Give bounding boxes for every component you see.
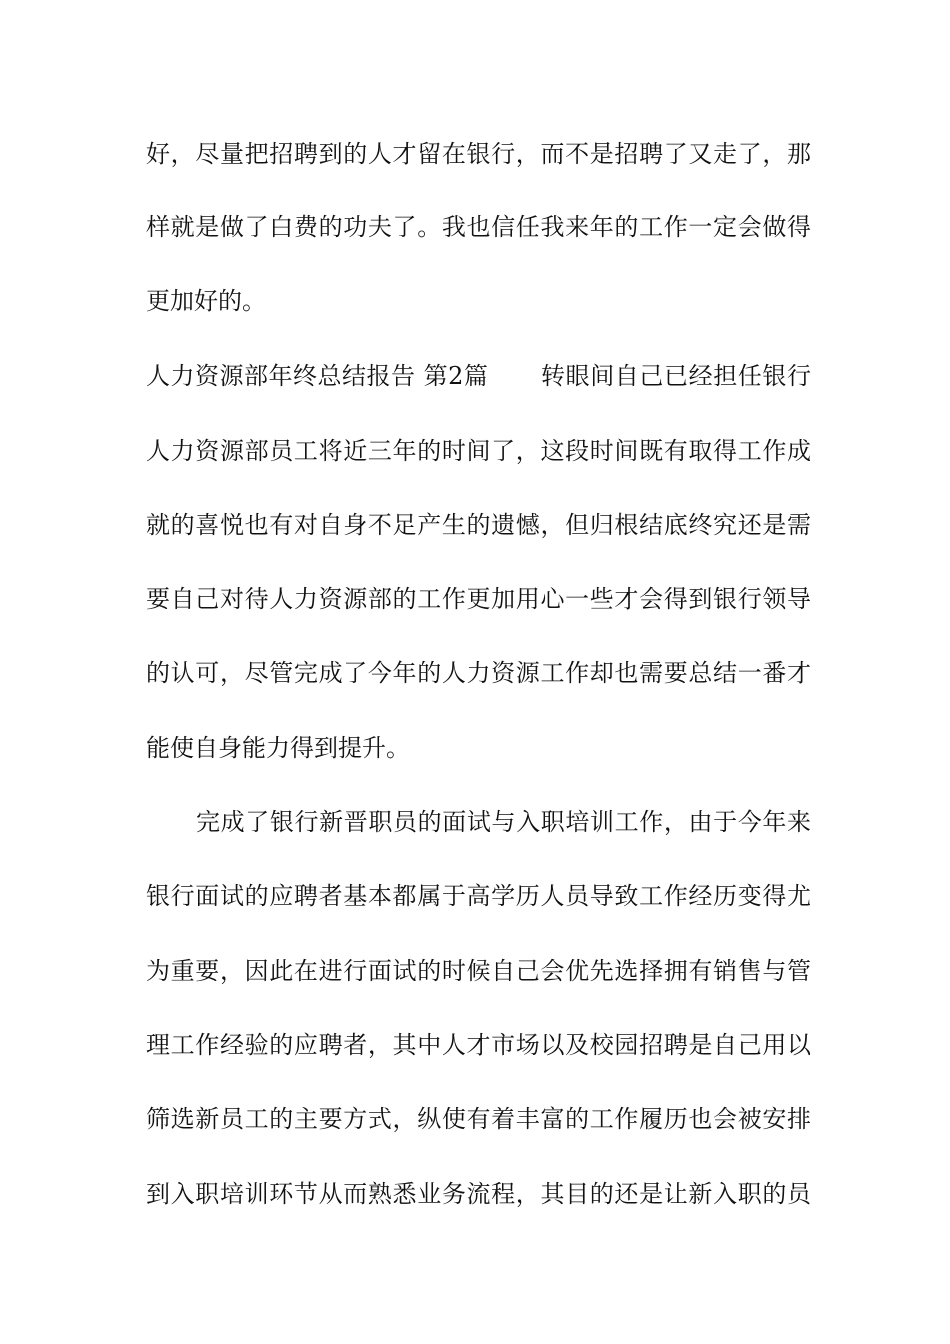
text-line: 理工作经验的应聘者，其中人才市场以及校园招聘是自己用以 [146,1031,811,1059]
text-line: 要自己对待人力资源部的工作更加用心一些才会得到银行领导 [146,585,811,613]
text-line: 为重要，因此在进行面试的时候自己会优先选择拥有销售与管 [146,957,811,985]
paragraph-first-line: 完成了银行新晋职员的面试与入职培训工作，由于今年来 [196,808,811,836]
section-title: 人力资源部年终总结报告 第2篇 [146,362,489,390]
section-continuation-text: 转眼间自己已经担任银行 [541,362,811,390]
text-line: 样就是做了白费的功夫了。我也信任我来年的工作一定会做得 [146,213,811,241]
text-line: 人力资源部员工将近三年的时间了，这段时间既有取得工作成 [146,437,811,465]
text-line: 银行面试的应聘者基本都属于高学历人员导致工作经历变得尤 [146,882,811,910]
text-line: 筛选新员工的主要方式，纵使有着丰富的工作履历也会被安排 [146,1105,811,1133]
text-line: 能使自身能力得到提升。 [146,734,410,762]
text-line: 到入职培训环节从而熟悉业务流程，其目的还是让新入职的员 [146,1180,811,1208]
text-line: 好，尽量把招聘到的人才留在银行，而不是招聘了又走了，那 [146,140,811,168]
text-line: 的认可，尽管完成了今年的人力资源工作却也需要总结一番才 [146,659,811,687]
text-line: 更加好的。 [146,287,266,315]
text-line: 就的喜悦也有对自身不足产生的遗憾，但归根结底终究还是需 [146,511,811,539]
